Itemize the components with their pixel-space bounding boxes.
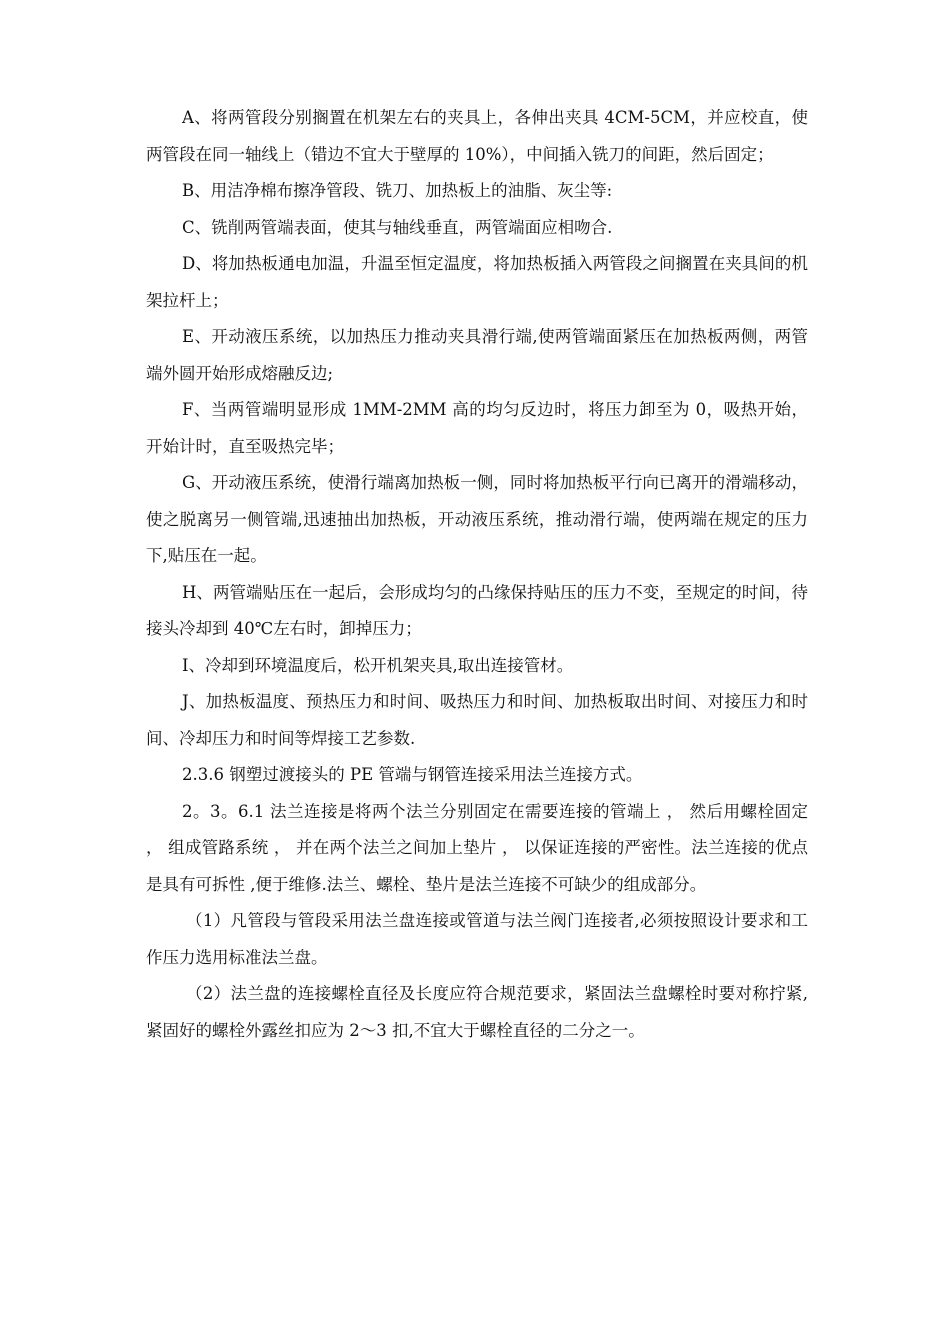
- paragraph-step-i: I、冷却到环境温度后，松开机架夹具,取出连接管材。: [182, 655, 574, 675]
- paragraph-item-2: （2）法兰盘的连接螺栓直径及长度应符合规范要求，紧固法兰盘螺栓时要对称拧紧,紧固好的螺栓外露丝扣应为 2～3 扣,不宜大于螺栓直径的二分之一。: [146, 984, 808, 1040]
- paragraph-step-d: D、将加热板通电加温，升温至恒定温度，将加热板插入两管段之间搁置在夹具间的机架拉杆上；: [146, 254, 808, 310]
- paragraph-item-1: （1）凡管段与管段采用法兰盘连接或管道与法兰阀门连接者,必须按照设计要求和工作压力选用标准法兰盘。: [146, 911, 808, 967]
- paragraph-flange-connection: 2。3。6.1 法兰连接是将两个法兰分别固定在需要连接的管端上 ， 然后用螺栓固定 ， 组成管路系统 ， 并在两个法兰之间加上垫片 ， 以保证连接的严密性。法兰连接的优点是具有可拆性 ,便于维修.法兰、螺栓、垫片是法兰连接不可缺少的组成部分。: [146, 801, 808, 894]
- paragraph-step-e: E、开动液压系统，以加热压力推动夹具滑行端,使两管端面紧压在加热板两侧，两管端外圆开始形成熔融反边;: [146, 327, 808, 383]
- document-body: [146, 100, 808, 1049]
- paragraph-step-h: H、两管端贴压在一起后，会形成均匀的凸缘保持贴压的压力不变，至规定的时间，待接头冷却到 40℃左右时，卸掉压力；: [146, 582, 808, 638]
- paragraph-step-g: G、开动液压系统，使滑行端离加热板一侧，同时将加热板平行向已离开的滑端移动，使之脱离另一侧管端,迅速抽出加热板，开动液压系统，推动滑行端，使两端在规定的压力下,贴压在一起。: [146, 473, 808, 565]
- paragraph-step-a: A、将两管段分别搁置在机架左右的夹具上，各伸出夹具 4CM-5CM，并应校直，使两管段在同一轴线上（错边不宜大于壁厚的 10%），中间插入铣刀的间距，然后固定；: [146, 108, 808, 164]
- section-heading-2-3-6: 2.3.6 钢塑过渡接头的 PE 管端与钢管连接采用法兰连接方式。: [182, 765, 643, 784]
- paragraph-step-b: B、用洁净棉布擦净管段、铣刀、加热板上的油脂、灰尘等:: [182, 181, 613, 200]
- paragraph-step-j: J、加热板温度、预热压力和时间、吸热压力和时间、加热板取出时间、对接压力和时间、冷却压力和时间等焊接工艺参数.: [146, 692, 808, 748]
- paragraph-step-f: F、当两管端明显形成 1MM-2MM 高的均匀反边时，将压力卸至为 0，吸热开始，开始计时，直至吸热完毕；: [146, 400, 808, 456]
- paragraph-step-c: C、铣削两管端表面，使其与轴线垂直，两管端面应相吻合.: [182, 217, 613, 237]
